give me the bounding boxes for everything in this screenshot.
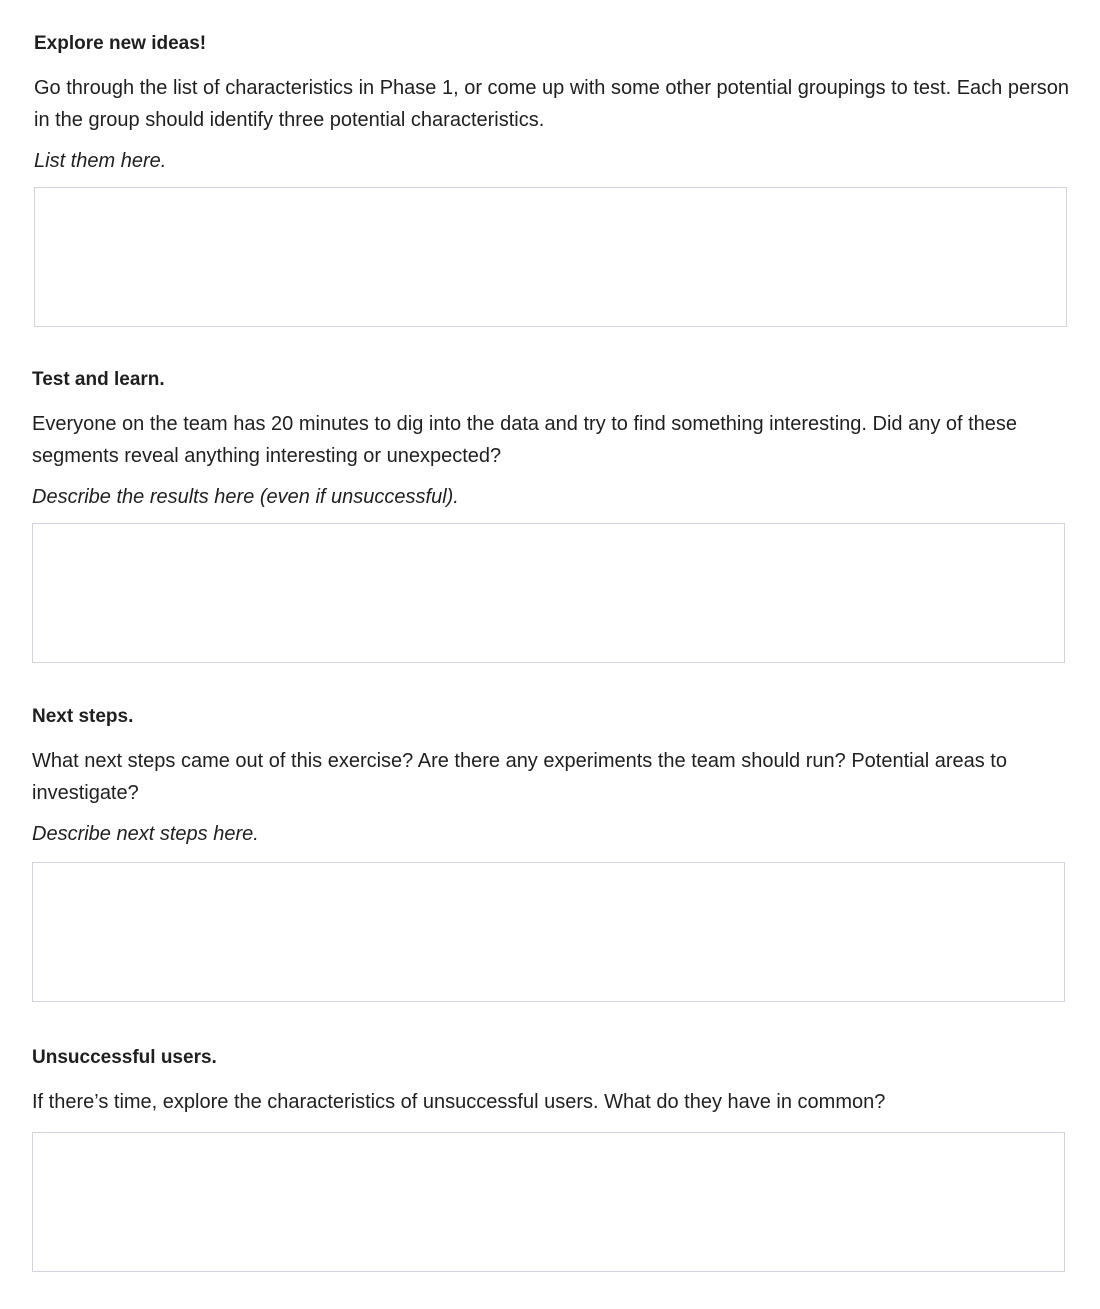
answer-textarea[interactable] — [34, 187, 1067, 327]
section-prompt: List them here. — [34, 150, 167, 172]
section-explore-new-ideas — [34, 32, 1074, 177]
section-heading: Next steps. — [32, 706, 134, 727]
section-next-steps — [32, 705, 1072, 850]
section-unsuccessful-users — [32, 1046, 1072, 1118]
section-body: Go through the list of characteristics in Phase 1, or come up with some other potential groupings to test. Each person in the group should identify three potential characteristics. — [34, 77, 1069, 131]
section-body: Everyone on the team has 20 minutes to dig into the data and try to find something interesting. Did any of these segments reveal anything interesting or unexpected? — [32, 413, 1018, 467]
answer-textarea[interactable] — [32, 862, 1065, 1002]
section-body: What next steps came out of this exercise? Are there any experiments the team should run? Potential areas to investigate? — [32, 750, 1007, 804]
section-test-and-learn — [32, 368, 1072, 513]
section-prompt: Describe next steps here. — [32, 823, 259, 845]
answer-textarea[interactable] — [32, 1132, 1065, 1272]
section-prompt: Describe the results here (even if unsuccessful). — [32, 486, 459, 508]
answer-textarea[interactable] — [32, 523, 1065, 663]
section-heading: Unsuccessful users. — [32, 1047, 217, 1068]
section-heading: Test and learn. — [32, 369, 165, 390]
section-heading: Explore new ideas! — [34, 33, 207, 54]
section-body: If there’s time, explore the characteristics of unsuccessful users. What do they have in common? — [32, 1091, 886, 1113]
